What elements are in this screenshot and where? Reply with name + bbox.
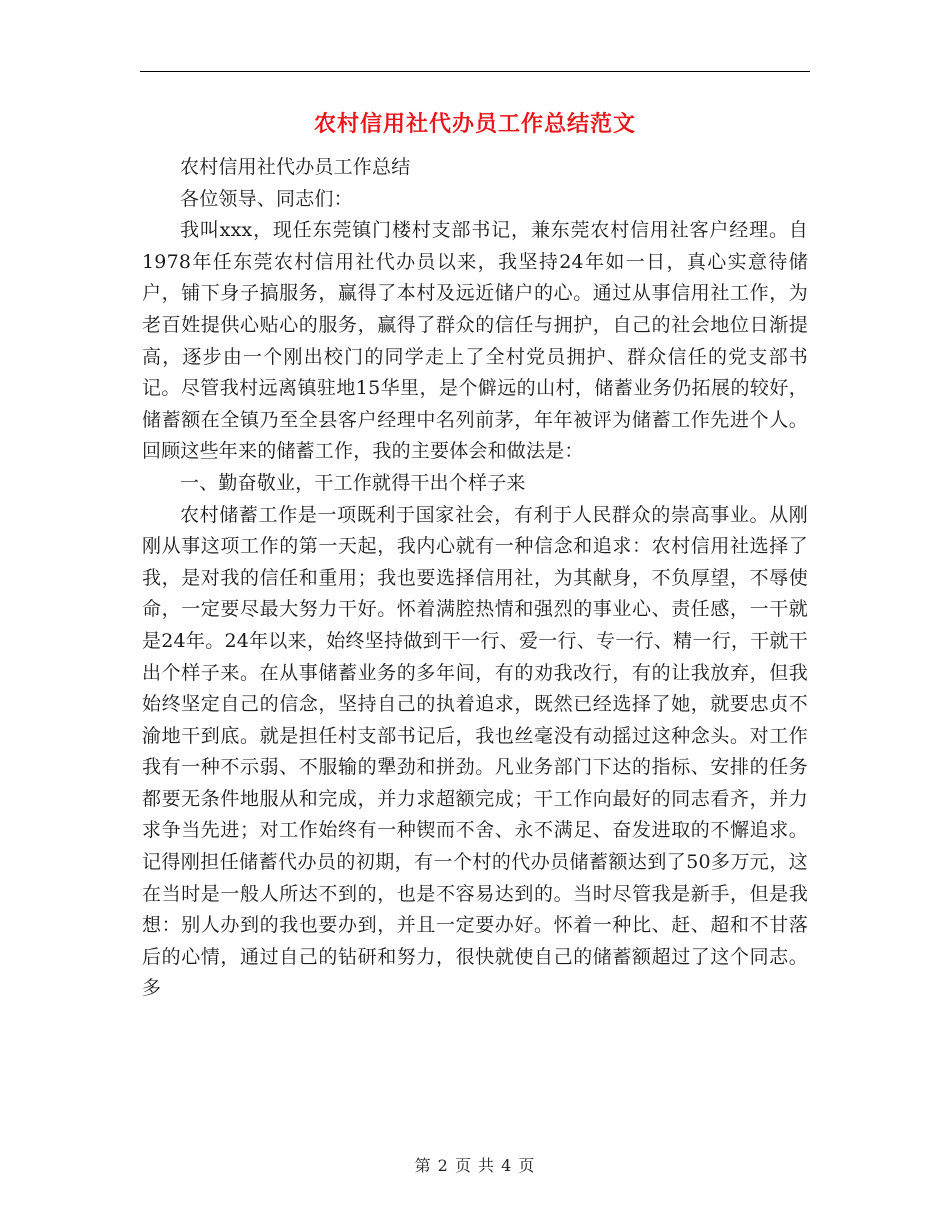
paragraph-subtitle: 农村信用社代办员工作总结 (180, 156, 411, 178)
document-title: 农村信用社代办员工作总结范文 (313, 112, 636, 137)
paragraph-introduction: 我叫xxx，现任东莞镇门楼村支部书记，兼东莞农村信用社客户经理。自1978年任东莞农村信用社代办员以来，我坚持24年如一日，真心实意待储户，铺下身子搞服务，赢得了本村及远近储户的心。通过从事信用社工作，为老百姓提供心贴心的服务，赢得了群众的信任与拥护，自己的社会地位日渐提高，逐步由一个刚出校门的同学走上了全村党员拥护、群众信任的党支部书记。尽管我村远离镇驻地15华里，是个僻远的山村，储蓄业务仍拓展的较好，储蓄额在全镇乃至全县客户经理中名列前茅，年年被评为储蓄工作先进个人。回顾这些年来的储蓄工作，我的主要体会和做法是： (142, 219, 808, 463)
section-heading-1: 一、勤奋敬业，干工作就得干出个样子来 (180, 471, 526, 494)
paragraph-salutation: 各位领导、同志们： (180, 187, 353, 210)
header-rule (140, 71, 810, 72)
page-number-footer: 第 2 页 共 4 页 (414, 1156, 536, 1175)
document-body (142, 152, 808, 1005)
paragraph-section-1: 农村储蓄工作是一项既利于国家社会，有利于人民群众的崇高事业。从刚刚从事这项工作的第一天起，我内心就有一种信念和追求：农村信用社选择了我，是对我的信任和重用；我也要选择信用社，为其献身，不负厚望，不辱使命，一定要尽最大努力干好。怀着满腔热情和强烈的事业心、责任感，一干就是24年。24年以来，始终坚持做到干一行、爱一行、专一行、精一行，干就干出个样子来。在从事储蓄业务的多年间，有的劝我改行，有的让我放弃，但我始终坚定自己的信念，坚持自己的执着追求，既然已经选择了她，就要忠贞不渝地干到底。就是担任村支部书记后，我也丝毫没有动摇过这种念头。对工作我有一种不示弱、不服输的犟劲和拼劲。凡业务部门下达的指标、安排的任务都要无条件地服从和完成，并力求超额完成；干工作向最好的同志看齐，并力求争当先进；对工作始终有一种锲而不舍、永不满足、奋发进取的不懈追求。记得刚担任储蓄代办员的初期，有一个村的代办员储蓄额达到了50多万元，这在当时是一般人所达不到的，也是不容易达到的。当时尽管我是新手，但是我想：别人办到的我也要办到，并且一定要办好。怀着一种比、赶、超和不甘落后的心情，通过自己的钻研和努力，很快就使自己的储蓄额超过了这个同志。多 (142, 503, 808, 1000)
